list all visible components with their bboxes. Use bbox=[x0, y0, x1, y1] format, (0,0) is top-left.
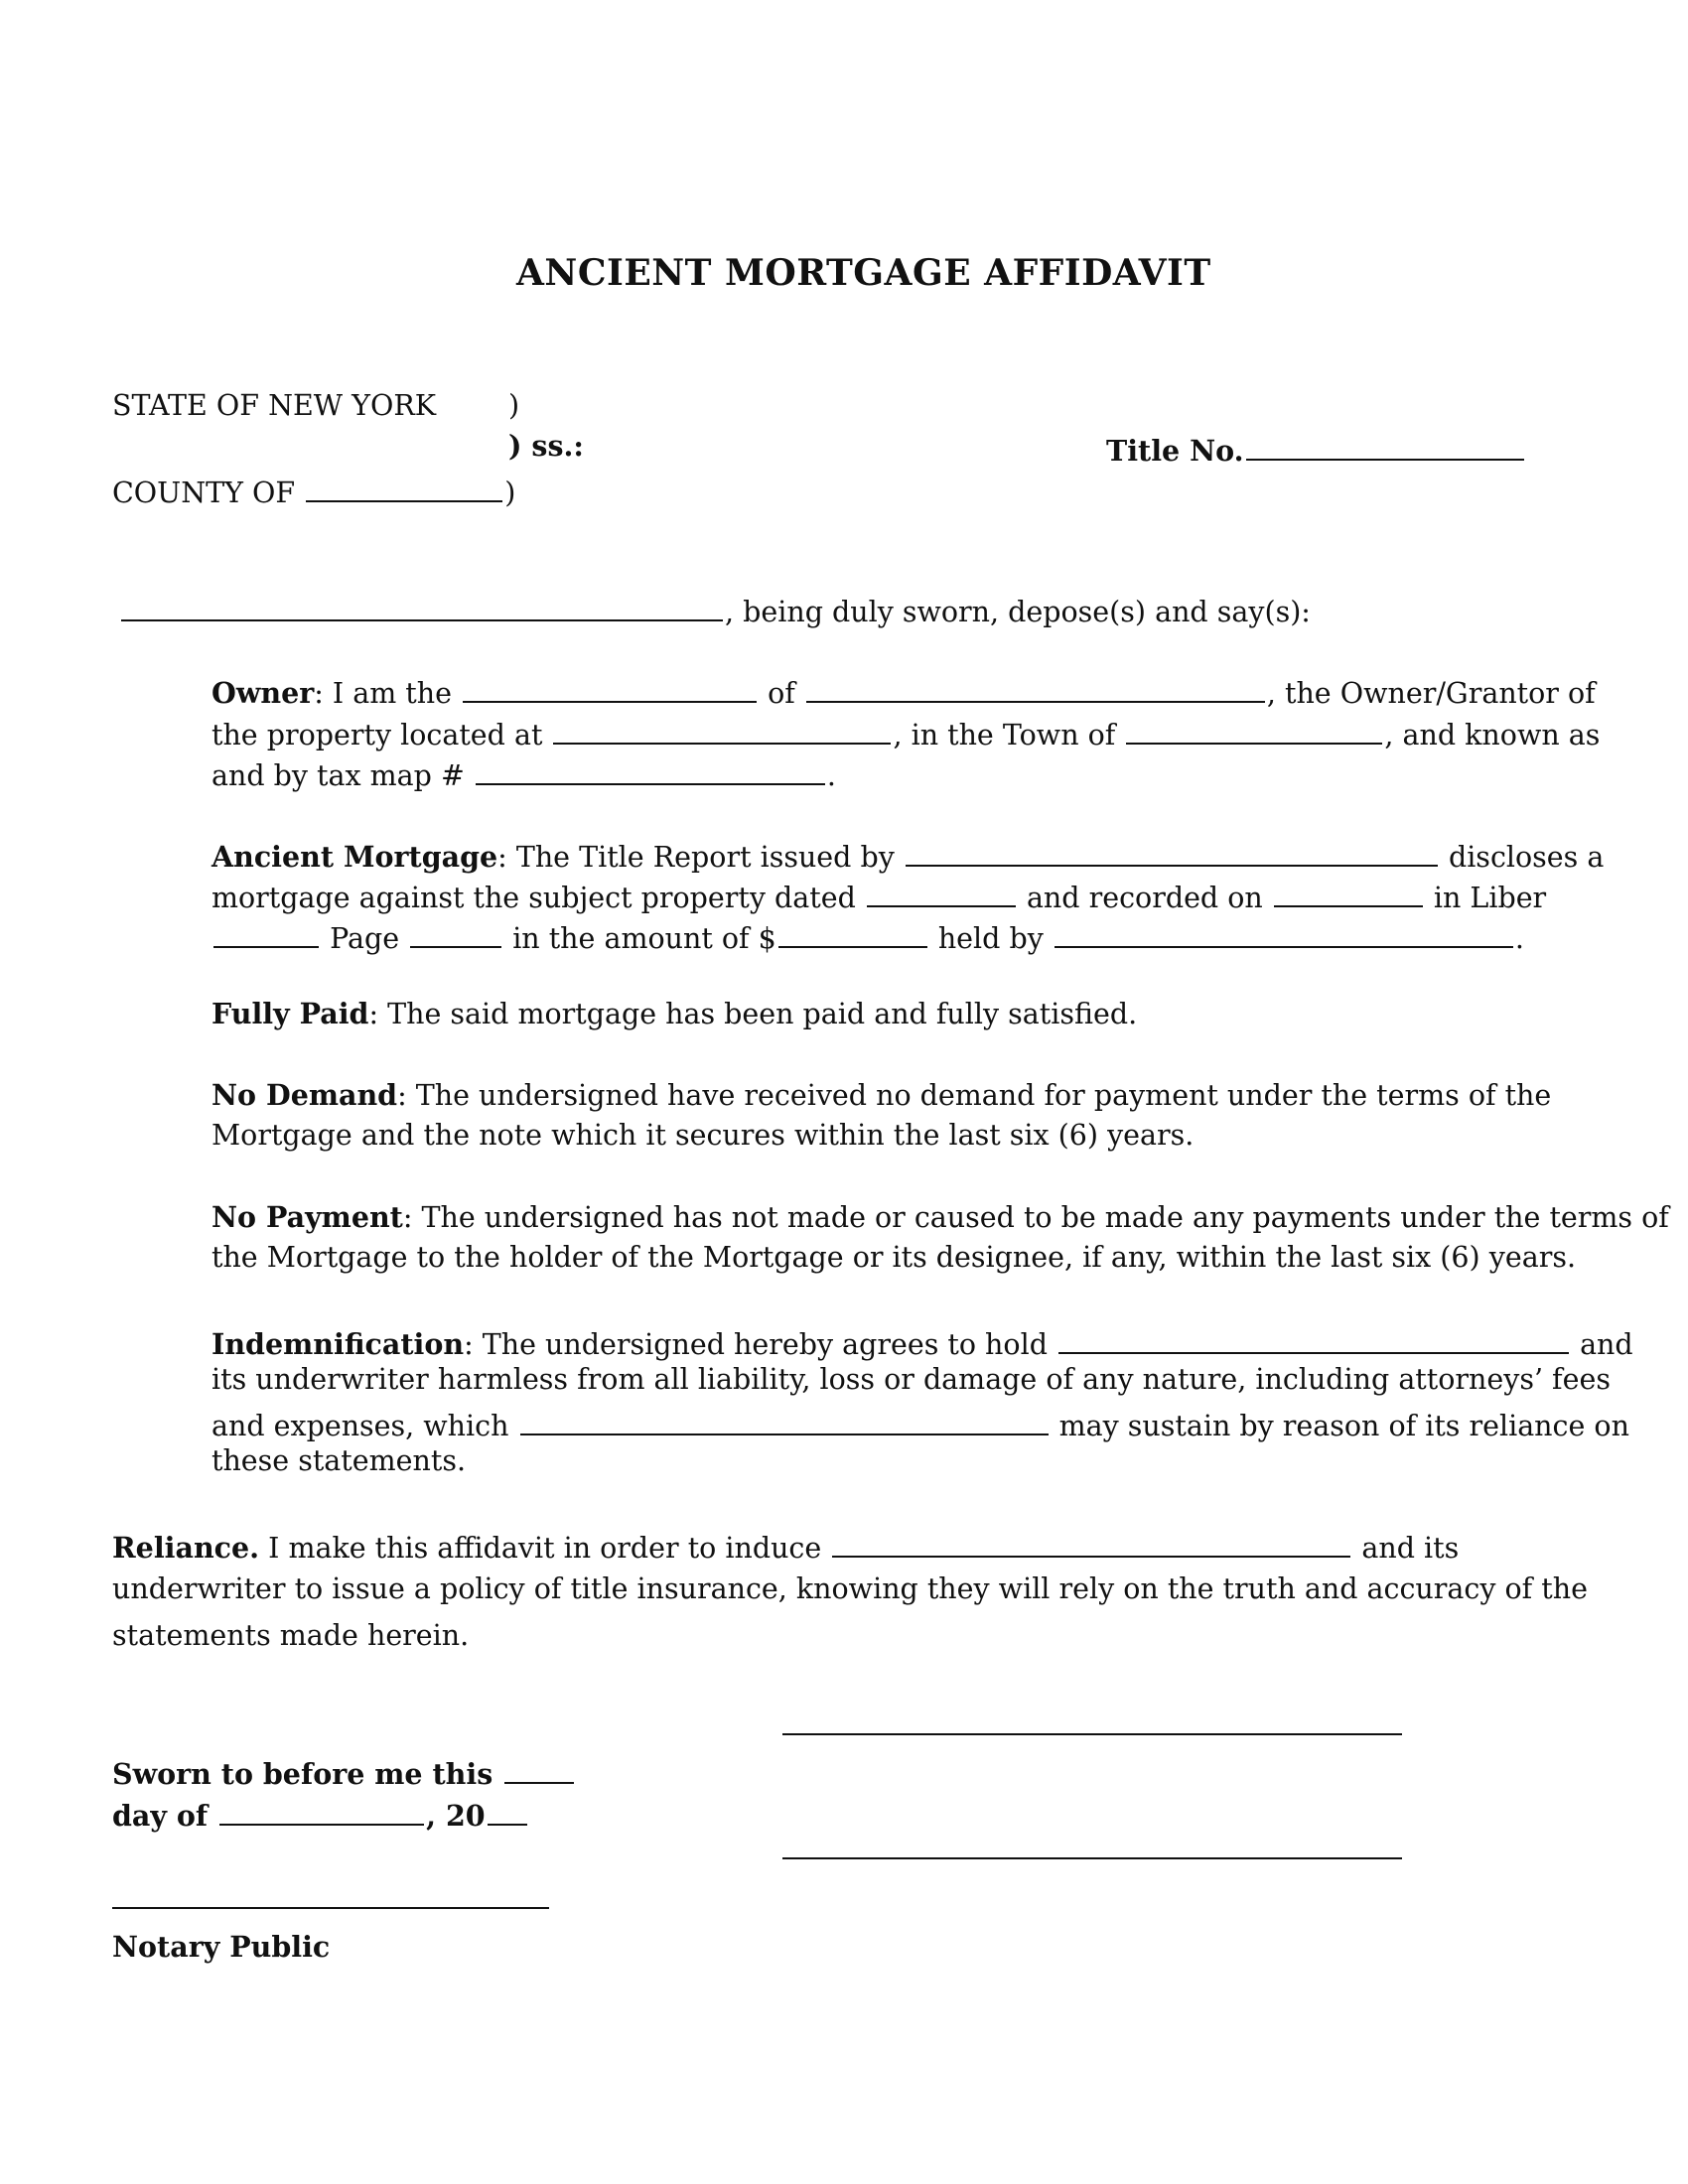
expenses-text: and expenses, which bbox=[211, 1409, 509, 1442]
no-demand-line-2: Mortgage and the note which it secures within the last six (6) years. bbox=[211, 1119, 1195, 1152]
jurat-line-2 bbox=[112, 1794, 529, 1833]
mortgage-date-blank[interactable] bbox=[867, 876, 1016, 907]
jurat-year-prefix: , 20 bbox=[426, 1798, 486, 1833]
insurer-blank[interactable] bbox=[832, 1526, 1350, 1558]
signature-line-2[interactable] bbox=[782, 1857, 1402, 1859]
indemnification-heading: Indemnification bbox=[211, 1326, 465, 1361]
document-title: ANCIENT MORTGAGE AFFIDAVIT bbox=[516, 252, 1211, 294]
amount-text: in the amount of $ bbox=[512, 921, 776, 955]
indemnitee-blank[interactable] bbox=[1058, 1322, 1569, 1354]
indemnified-party-blank[interactable] bbox=[520, 1404, 1049, 1435]
indemnification-and: and bbox=[1580, 1327, 1633, 1361]
venue-paren-1: ) bbox=[508, 389, 520, 422]
reliance-line-2: underwriter to issue a policy of title insurance, knowing they will rely on the truth and accuracy of the bbox=[112, 1572, 1588, 1605]
notary-public-label: Notary Public bbox=[112, 1930, 331, 1964]
no-payment-line-2: the Mortgage to the holder of the Mortgage or its designee, if any, within the last six (6) years. bbox=[211, 1241, 1576, 1274]
reliance-line-3: statements made herein. bbox=[112, 1619, 470, 1652]
indemnification-line-1 bbox=[211, 1322, 1633, 1361]
signature-line-1[interactable] bbox=[782, 1733, 1402, 1735]
indemnification-line-2: its underwriter harmless from all liability, loss or damage of any nature, including attorneys’ fees bbox=[211, 1363, 1611, 1396]
reliance-heading: Reliance. bbox=[112, 1530, 260, 1565]
no-payment-line-1 bbox=[211, 1200, 1669, 1234]
deponent-name-blank[interactable] bbox=[121, 590, 723, 621]
ancient-line-3 bbox=[211, 916, 1524, 955]
property-located-text: the property located at bbox=[211, 718, 543, 751]
venue-county bbox=[112, 471, 515, 509]
title-report-text: : The Title Report issued by bbox=[497, 840, 895, 874]
recorded-date-blank[interactable] bbox=[1274, 876, 1423, 907]
liber-text: in Liber bbox=[1433, 881, 1547, 914]
title-number-label: Title No. bbox=[1106, 433, 1244, 468]
fully-paid-text: : The said mortgage has been paid and fully satisfied. bbox=[368, 998, 1138, 1030]
venue-state: STATE OF NEW YORK bbox=[112, 389, 437, 422]
discloses-text: discloses a bbox=[1448, 840, 1605, 874]
owner-entity-blank[interactable] bbox=[806, 671, 1265, 703]
owner-line-2 bbox=[211, 713, 1600, 751]
indemnification-text-1: : The undersigned hereby agrees to hold bbox=[464, 1327, 1048, 1361]
jurat-line-1 bbox=[112, 1752, 576, 1791]
no-demand-text-1: : The undersigned have received no demand for payment under the terms of the bbox=[397, 1079, 1552, 1112]
venue-county-label: COUNTY OF bbox=[112, 476, 296, 509]
owner-capacity-blank[interactable] bbox=[463, 671, 757, 703]
liber-blank[interactable] bbox=[213, 916, 319, 948]
page-text: Page bbox=[330, 921, 400, 955]
tax-map-text: and by tax map # bbox=[211, 758, 465, 792]
sustain-text: may sustain by reason of its reliance on bbox=[1058, 1409, 1629, 1442]
no-demand-line-1 bbox=[211, 1078, 1551, 1112]
owner-heading: Owner bbox=[211, 675, 315, 710]
owner-text: : I am the bbox=[314, 676, 452, 710]
holder-blank[interactable] bbox=[1055, 916, 1513, 948]
known-as-text: , and known as bbox=[1384, 718, 1601, 751]
recorded-on-text: and recorded on bbox=[1026, 881, 1263, 914]
ancient-line-2 bbox=[211, 876, 1546, 914]
county-blank[interactable] bbox=[306, 471, 502, 502]
ancient-heading: Ancient Mortgage bbox=[211, 839, 498, 874]
day-of-text: day of bbox=[112, 1798, 209, 1833]
reliance-and-its: and its bbox=[1361, 1531, 1460, 1565]
ancient-line-1 bbox=[211, 835, 1604, 874]
reliance-line-1 bbox=[112, 1526, 1459, 1565]
town-blank[interactable] bbox=[1126, 713, 1382, 745]
no-demand-heading: No Demand bbox=[211, 1078, 398, 1112]
title-report-issuer-blank[interactable] bbox=[906, 835, 1438, 867]
no-payment-heading: No Payment bbox=[211, 1200, 403, 1234]
indemnification-line-4: these statements. bbox=[211, 1444, 466, 1477]
sworn-before-text: Sworn to before me this bbox=[112, 1756, 493, 1791]
town-text: , in the Town of bbox=[893, 718, 1116, 751]
deponent-line bbox=[119, 590, 1311, 628]
title-number bbox=[1106, 429, 1526, 468]
owner-of: of bbox=[768, 676, 795, 710]
owner-line-1 bbox=[211, 671, 1596, 710]
mortgage-dated-text: mortgage against the subject property dated bbox=[211, 881, 856, 914]
held-by-text: held by bbox=[937, 921, 1044, 955]
holder-period: . bbox=[1514, 921, 1524, 955]
jurat-year-blank[interactable] bbox=[488, 1794, 527, 1826]
amount-blank[interactable] bbox=[778, 916, 927, 948]
jurat-month-blank[interactable] bbox=[219, 1794, 424, 1826]
tax-map-blank[interactable] bbox=[476, 753, 825, 785]
owner-line-3 bbox=[211, 753, 836, 792]
page-blank[interactable] bbox=[410, 916, 501, 948]
jurat-day-blank[interactable] bbox=[504, 1752, 574, 1784]
notary-signature-line[interactable] bbox=[112, 1907, 549, 1909]
owner-grantor-text: , the Owner/Grantor of bbox=[1266, 676, 1596, 710]
venue-ss: ) ss.: bbox=[508, 429, 584, 463]
deponent-text: , being duly sworn, depose(s) and say(s): bbox=[725, 595, 1311, 628]
fully-paid-line bbox=[211, 997, 1137, 1030]
no-payment-text-1: : The undersigned has not made or caused to be made any payments under the terms of bbox=[402, 1201, 1669, 1234]
indemnification-line-3 bbox=[211, 1404, 1629, 1442]
property-address-blank[interactable] bbox=[553, 713, 891, 745]
reliance-text-1: I make this affidavit in order to induce bbox=[259, 1531, 822, 1565]
tax-map-period: . bbox=[826, 758, 836, 792]
title-number-blank[interactable] bbox=[1246, 429, 1524, 461]
fully-paid-heading: Fully Paid bbox=[211, 997, 369, 1030]
venue-paren-3: ) bbox=[504, 476, 516, 509]
